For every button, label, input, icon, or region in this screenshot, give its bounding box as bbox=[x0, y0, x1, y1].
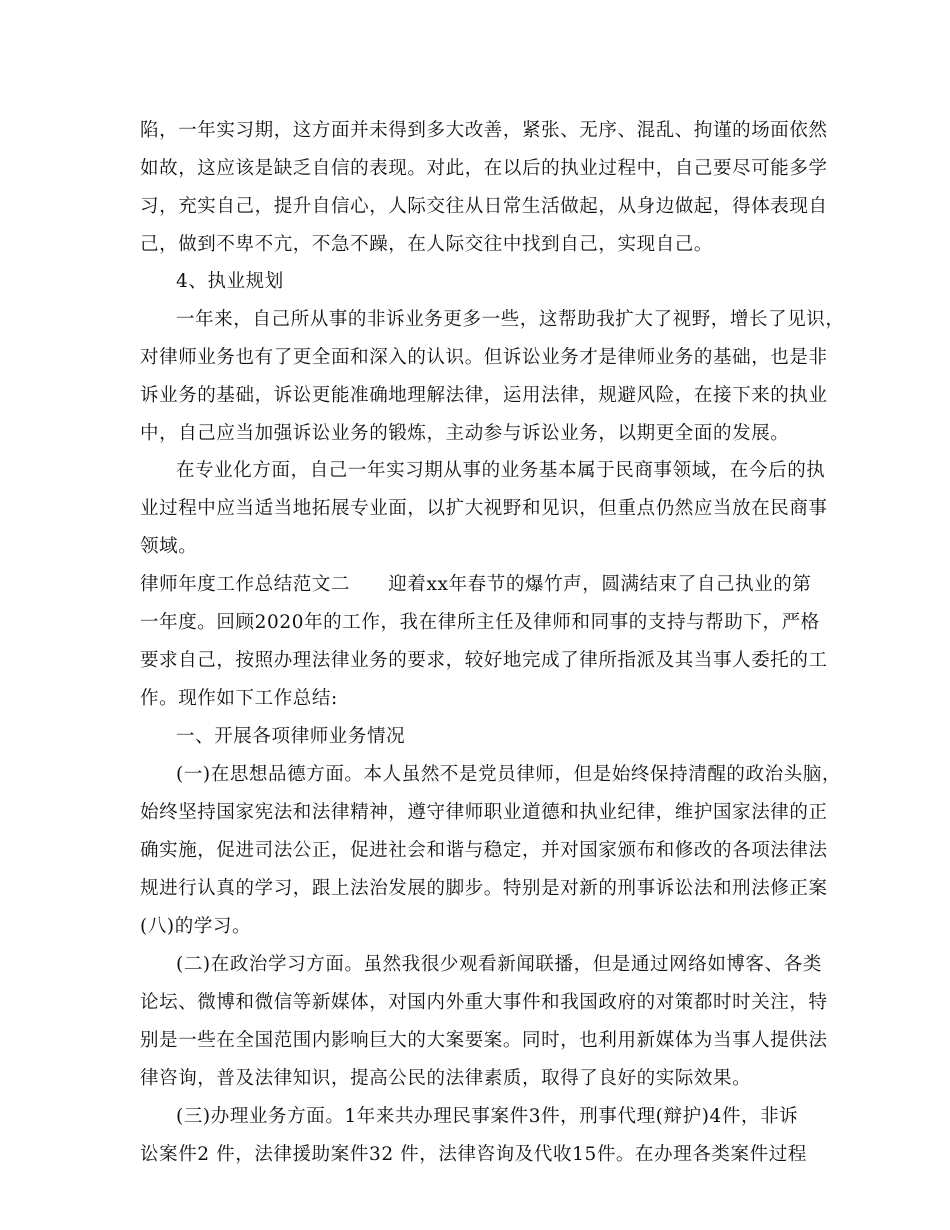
text-line: 对律师业务也有了更全面和深入的认识。但诉讼业务才是律师业务的基础，也是非 bbox=[140, 347, 828, 368]
text-line: (一)在思想品德方面。本人虽然不是党员律师，但是始终保持清醒的政治头脑， bbox=[176, 764, 842, 785]
text-line: 领域。 bbox=[140, 536, 198, 557]
text-line: 中，自己应当加强诉讼业务的锻炼，主动参与诉讼业务，以期更全面的发展。 bbox=[140, 423, 790, 444]
text-line: 规进行认真的学习，跟上法治发展的脚步。特别是对新的刑事诉讼法和刑法修正案 bbox=[140, 878, 828, 899]
text-line: 陷，一年实习期，这方面并未得到多大改善，紧张、无序、混乱、拘谨的场面依然 bbox=[140, 120, 828, 141]
text-line: 作。现作如下工作总结: bbox=[140, 688, 338, 709]
text-line: 确实施，促进司法公正，促进社会和谐与稳定，并对国家颁布和修改的各项法律法 bbox=[140, 840, 828, 861]
text-line: (二)在政治学习方面。虽然我很少观看新闻联播，但是通过网络如博客、各类 bbox=[176, 954, 822, 975]
text-line: 业过程中应当适当地拓展专业面，以扩大视野和见识，但重点仍然应当放在民商事 bbox=[140, 498, 828, 519]
text-line: 论坛、微博和微信等新媒体，对国内外重大事件和我国政府的对策都时时关注，特 bbox=[140, 992, 828, 1013]
text-line: 诉业务的基础，诉讼更能准确地理解法律，运用法律，规避风险，在接下来的执业 bbox=[140, 385, 828, 406]
text-line: 律师年度工作总结范文二 迎着xx年春节的爆竹声，圆满结束了自己执业的第 bbox=[140, 574, 812, 595]
text-line: 别是一些在全国范围内影响巨大的大案要案。同时，也利用新媒体为当事人提供法 bbox=[140, 1030, 828, 1051]
section-heading: 一、开展各项律师业务情况 bbox=[176, 726, 406, 747]
text-line: (八)的学习。 bbox=[140, 916, 252, 937]
text-line: 习，充实自己，提升自信心，人际交往从日常生活做起，从身边做起，得体表现自 bbox=[140, 196, 828, 217]
text-line: 始终坚持国家宪法和法律精神，遵守律师职业道德和执业纪律，维护国家法律的正 bbox=[140, 802, 828, 823]
text-line: 律咨询，普及法律知识，提高公民的法律素质，取得了良好的实际效果。 bbox=[140, 1068, 752, 1089]
text-line: 一年度。回顾2020年的工作，我在律所主任及律师和同事的支持与帮助下，严格 bbox=[140, 612, 820, 633]
text-line: 在专业化方面，自己一年实习期从事的业务基本属于民商事领域，在今后的执 bbox=[176, 460, 826, 481]
text-line: 己，做到不卑不亢，不急不躁，在人际交往中找到自己，实现自己。 bbox=[140, 234, 714, 255]
section-heading: 4、执业规划 bbox=[176, 271, 284, 292]
text-line: (三)办理业务方面。1年来共办理民事案件3件，刑事代理(辩护)4件，非诉 bbox=[176, 1106, 799, 1127]
text-line: 一年来，自己所从事的非诉业务更多一些，这帮助我扩大了视野，增长了见识， bbox=[176, 309, 845, 330]
text-line: 要求自己，按照办理法律业务的要求，较好地完成了律所指派及其当事人委托的工 bbox=[140, 650, 828, 671]
text-line: 如故，这应该是缺乏自信的表现。对此，在以后的执业过程中，自己要尽可能多学 bbox=[140, 158, 828, 179]
text-line: 讼案件2 件，法律援助案件32 件，法律咨询及代收15件。在办理各类案件过程 bbox=[140, 1144, 807, 1165]
